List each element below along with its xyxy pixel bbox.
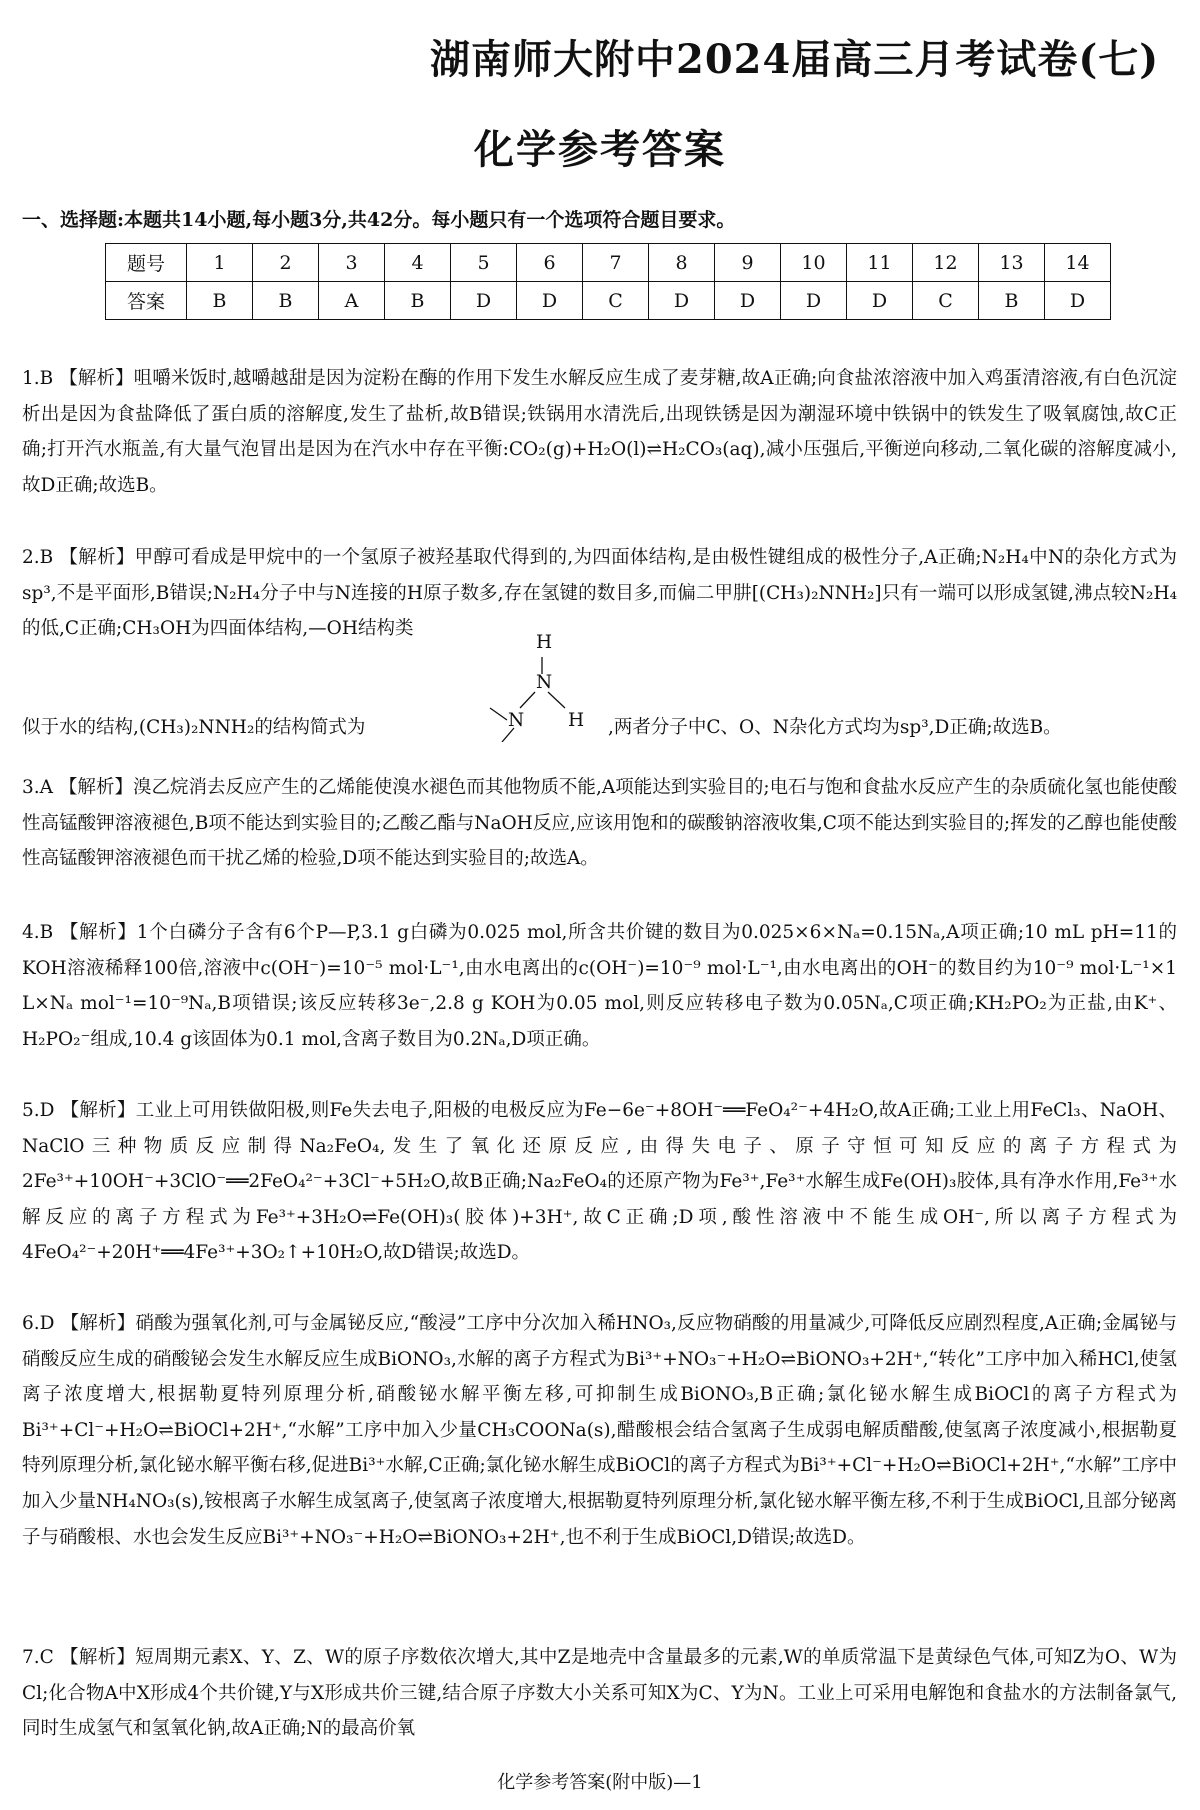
explanation-q2-part2: 似于水的结构,(CH₃)₂NNH₂的结构简式为 xyxy=(22,717,366,738)
row-label-question-number: 题号 xyxy=(106,244,187,282)
answer-cell: D xyxy=(847,282,913,320)
answer-cell: B xyxy=(385,282,451,320)
atom-h-top: H xyxy=(536,632,553,653)
question-number-cell: 12 xyxy=(913,244,979,282)
question-number-cell: 5 xyxy=(451,244,517,282)
explanation-q5: 5.D 【解析】工业上可用铁做阳极,则Fe失去电子,阳极的电极反应为Fe−6e⁻+8OH⁻══FeO₄²⁻+4H₂O,故A正确;工业上用FeCl₃、NaOH、NaClO三种物质反应制得Na₂FeO₄,发生了氧化还原反应,由得失电子、原子守恒可知反应的离子方程式为2Fe³⁺+10OH⁻+3ClO⁻══2FeO₄²⁻+3Cl⁻+5H₂O,故B正确;Na₂FeO₄的还原产物为Fe³⁺,Fe³⁺水解生成Fe(OH)₃胶体,具有净水作用,Fe³⁺水解反应的离子方程式为Fe³⁺+3H₂O⇌Fe(OH)₃(胶体)+3H⁺,故C正确;D项,酸性溶液中不能生成OH⁻,所以离子方程式为4FeO₄²⁻+20H⁺══4Fe³⁺+3O₂↑+10H₂O,故D错误;故选D。 xyxy=(22,1100,1177,1264)
explanation-q2-part1: 2.B 【解析】甲醇可看成是甲烷中的一个氢原子被羟基取代得到的,为四面体结构,是由极性键组成的极性分子,A正确;N₂H₄中N的杂化方式为sp³,不是平面形,B错误;N₂H₄分子中与N连接的H原子数多,存在氢键的数目多,而偏二甲肼[(CH₃)₂NNH₂]只有一端可以形成氢键,沸点较N₂H₄的低,C正确;CH₃OH为四面体结构,—OH结构类 xyxy=(22,547,1177,640)
explanation-q2-part3: ,两者分子中C、O、N杂化方式均为sp³,D正确;故选B。 xyxy=(608,717,1062,738)
answer-cell: B xyxy=(979,282,1045,320)
answer-table-answer-row xyxy=(106,282,1111,320)
answer-table-number-row xyxy=(106,244,1111,282)
question-number-cell: 7 xyxy=(583,244,649,282)
atom-h-right: H xyxy=(568,710,585,731)
question-number-cell: 10 xyxy=(781,244,847,282)
question-number-cell: 9 xyxy=(715,244,781,282)
question-number-cell: 2 xyxy=(253,244,319,282)
document-subtitle: 化学参考答案 xyxy=(474,126,726,173)
answer-cell: D xyxy=(451,282,517,320)
question-number-cell: 14 xyxy=(1045,244,1111,282)
structural-formula xyxy=(480,632,600,742)
explanation-q3: 3.A 【解析】溴乙烷消去反应产生的乙烯能使溴水褪色而其他物质不能,A项能达到实验目的;电石与饱和食盐水反应产生的杂质硫化氢也能使酸性高锰酸钾溶液褪色,B项不能达到实验目的;乙酸乙酯与NaOH反应,应该用饱和的碳酸钠溶液收集,C项不能达到实验目的;挥发的乙醇也能使酸性高锰酸钾溶液褪色而干扰乙烯的检验,D项不能达到实验目的;故选A。 xyxy=(22,777,1177,870)
answer-cell: A xyxy=(319,282,385,320)
question-number-cell: 3 xyxy=(319,244,385,282)
page-footer: 化学参考答案(附中版)—1 xyxy=(497,1772,703,1793)
answer-cell: C xyxy=(583,282,649,320)
question-number-cell: 4 xyxy=(385,244,451,282)
question-number-cell: 6 xyxy=(517,244,583,282)
explanation-q4: 4.B 【解析】1个白磷分子含有6个P—P,3.1 g白磷为0.025 mol,所含共价键的数目为0.025×6×Nₐ=0.15Nₐ,A项正确;10 mL pH=11的KOH溶液稀释100倍,溶液中c(OH⁻)=10⁻⁵ mol·L⁻¹,由水电离出的c(OH⁻)=10⁻⁹ mol·L⁻¹,由水电离出的OH⁻的数目约为10⁻⁹ mol·L⁻¹×1 L×Nₐ mol⁻¹=10⁻⁹Nₐ,B项错误;该反应转移3e⁻,2.8 g KOH为0.05 mol,则反应转移电子数为0.05Nₐ,C项正确;KH₂PO₂为正盐,由K⁺、H₂PO₂⁻组成,10.4 g该固体为0.1 mol,含离子数目为0.2Nₐ,D项正确。 xyxy=(22,922,1177,1050)
question-number-cell: 8 xyxy=(649,244,715,282)
answer-cell: D xyxy=(715,282,781,320)
explanation-q6: 6.D 【解析】硝酸为强氧化剂,可与金属铋反应,“酸浸”工序中分次加入稀HNO₃,反应物硝酸的用量减少,可降低反应剧烈程度,A正确;金属铋与硝酸反应生成的硝酸铋会发生水解反应生成BiONO₃,水解的离子方程式为Bi³⁺+NO₃⁻+H₂O⇌BiONO₃+2H⁺,“转化”工序中加入稀HCl,使氢离子浓度增大,根据勒夏特列原理分析,硝酸铋水解平衡左移,可抑制生成BiONO₃,B正确;氯化铋水解生成BiOCl的离子方程式为Bi³⁺+Cl⁻+H₂O⇌BiOCl+2H⁺,“水解”工序中加入少量CH₃COONa(s),醋酸根会结合氢离子生成弱电解质醋酸,使氢离子浓度减小,根据勒夏特列原理分析,氯化铋水解平衡右移,促进Bi³⁺水解,C正确;氯化铋水解生成BiOCl的离子方程式为Bi³⁺+Cl⁻+H₂O⇌BiOCl+2H⁺,“水解”工序中加入少量NH₄NO₃(s),铵根离子水解生成氢离子,使氢离子浓度增大,根据勒夏特列原理分析,氯化铋水解平衡左移,不利于生成BiOCl,且部分铋离子与硝酸根、水也会发生反应Bi³⁺+NO₃⁻+H₂O⇌BiONO₃+2H⁺,也不利于生成BiOCl,D错误;故选D。 xyxy=(22,1313,1177,1548)
row-label-answer: 答案 xyxy=(106,282,187,320)
question-number-cell: 11 xyxy=(847,244,913,282)
answer-cell: D xyxy=(781,282,847,320)
question-number-cell: 13 xyxy=(979,244,1045,282)
explanation-q7: 7.C 【解析】短周期元素X、Y、Z、W的原子序数依次增大,其中Z是地壳中含量最多的元素,W的单质常温下是黄绿色气体,可知Z为O、W为Cl;化合物A中X形成4个共价键,Y与X形成共价三键,结合原子序数大小关系可知X为C、Y为N。工业上可采用电解饱和食盐水的方法制备氯气,同时生成氢气和氢氧化钠,故A正确;N的最高价氧 xyxy=(22,1647,1177,1740)
answer-cell: B xyxy=(187,282,253,320)
answer-table xyxy=(105,243,1111,320)
answer-cell: D xyxy=(1045,282,1111,320)
question-number-cell: 1 xyxy=(187,244,253,282)
answer-cell: B xyxy=(253,282,319,320)
answer-cell: D xyxy=(649,282,715,320)
exam-title: 湖南师大附中2024届高三月考试卷(七) xyxy=(430,36,1160,83)
section-heading: 一、选择题:本题共14小题,每小题3分,共42分。每小题只有一个选项符合题目要求。 xyxy=(22,209,736,231)
atom-n-middle: N xyxy=(536,672,553,693)
answer-cell: C xyxy=(913,282,979,320)
explanation-q1: 1.B 【解析】咀嚼米饭时,越嚼越甜是因为淀粉在酶的作用下发生水解反应生成了麦芽糖,故A正确;向食盐浓溶液中加入鸡蛋清溶液,有白色沉淀析出是因为食盐降低了蛋白质的溶解度,发生了盐析,故B错误;铁锅用水清洗后,出现铁锈是因为潮湿环境中铁锅中的铁发生了吸氧腐蚀,故C正确;打开汽水瓶盖,有大量气泡冒出是因为在汽水中存在平衡:CO₂(g)+H₂O(l)⇌H₂CO₃(aq),减小压强后,平衡逆向移动,二氧化碳的溶解度减小,故D正确;故选B。 xyxy=(22,368,1177,496)
answer-cell: D xyxy=(517,282,583,320)
atom-n-left: N xyxy=(508,710,525,731)
